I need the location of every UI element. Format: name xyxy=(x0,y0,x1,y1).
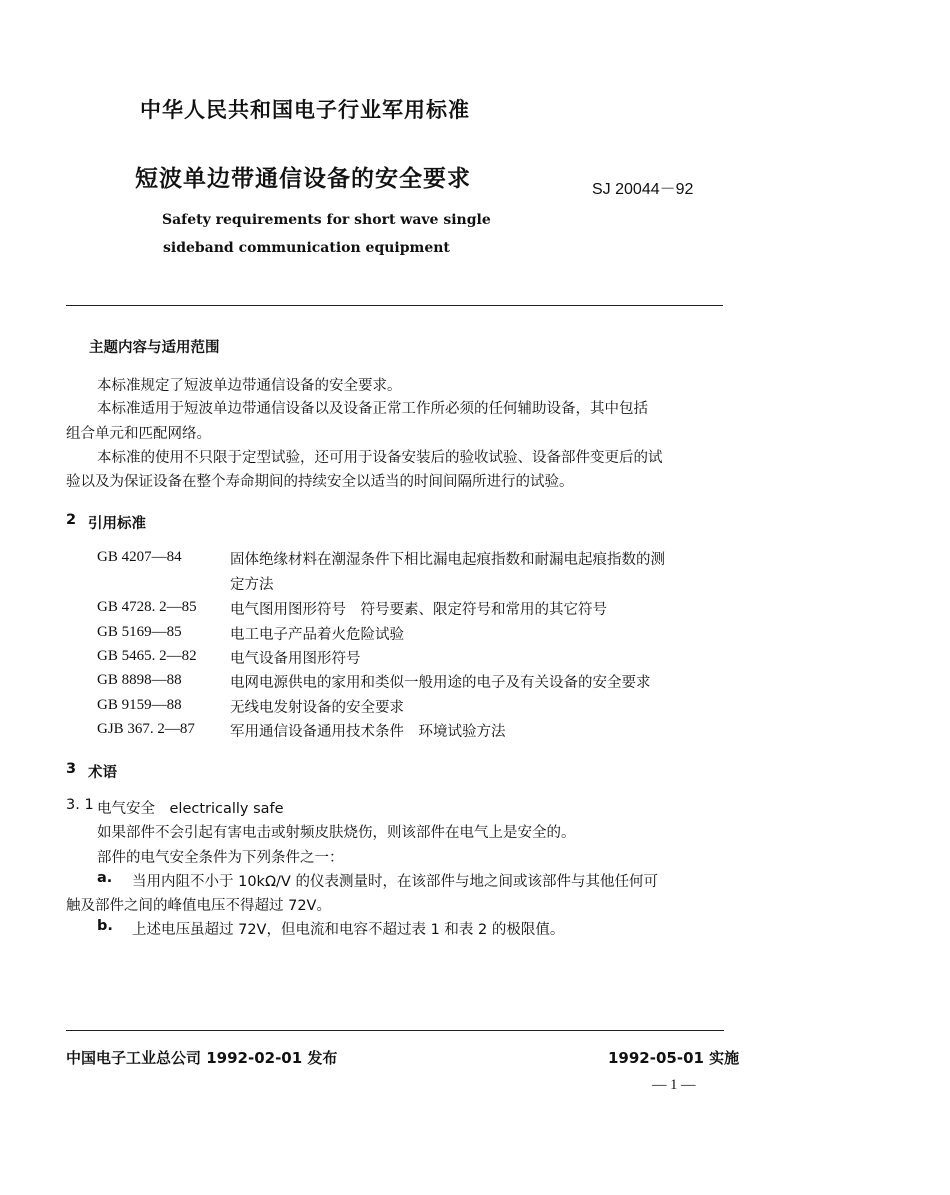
reference-code: GB 4207—84 xyxy=(97,549,182,565)
section2-number: 2 xyxy=(66,512,77,528)
section2-heading: 引用标准 xyxy=(88,516,146,532)
item-b-line1: 上述电压虽超过 72V，但电流和电容不超过表 1 和表 2 的极限值。 xyxy=(132,922,565,938)
reference-code: GB 4728. 2—85 xyxy=(97,599,197,615)
reference-title: 电气设备用图形符号 xyxy=(230,651,361,667)
reference-title: 电气图用图形符号 符号要素、限定符号和常用的其它符号 xyxy=(230,602,607,618)
reference-title: 固体绝缘材料在潮湿条件下相比漏电起痕指数和耐漏电起痕指数的测 xyxy=(230,552,665,568)
section1-paragraph3-line1: 本标准的使用不只限于定型试验，还可用于设备安装后的验收试验、设备部件变更后的试 xyxy=(97,450,663,466)
reference-code: GB 9159—88 xyxy=(97,697,182,713)
clause-title: 电气安全 electrically safe xyxy=(97,801,284,817)
issuer-line: 中国电子工业总公司 1992-02-01 发布 xyxy=(66,1049,338,1067)
item-a-line1: 当用内阻不小于 10kΩ/V 的仪表测量时，在该部件与地之间或该部件与其他任何可 xyxy=(132,874,658,890)
clause-number: 3. 1 xyxy=(66,797,94,813)
section1-paragraph3-line2: 验以及为保证设备在整个寿命期间的持续安全以适当的时间间隔所进行的试验。 xyxy=(66,474,574,490)
clause-paragraph1: 如果部件不会引起有害电击或射频皮肤烧伤，则该部件在电气上是安全的。 xyxy=(97,825,576,841)
section1-paragraph2-line1: 本标准适用于短波单边带通信设备以及设备正常工作所必须的任何辅助设备，其中包括 xyxy=(97,401,648,417)
clause-paragraph2: 部件的电气安全条件为下列条件之一： xyxy=(97,850,344,866)
effective-date: 1992-05-01 实施 xyxy=(608,1049,740,1067)
reference-title: 电网电源供电的家用和类似一般用途的电子及有关设备的安全要求 xyxy=(230,675,651,691)
reference-title: 军用通信设备通用技术条件 环境试验方法 xyxy=(230,724,506,740)
item-a-label: a. xyxy=(97,870,113,886)
standard-category: 中华人民共和国电子行业军用标准 xyxy=(140,98,470,122)
reference-code: GJB 367. 2—87 xyxy=(97,721,195,737)
reference-code: GB 5465. 2—82 xyxy=(97,648,197,664)
english-title-line1: Safety requirements for short wave single xyxy=(162,212,491,228)
reference-title-continued: 定方法 xyxy=(230,577,274,593)
footer-divider xyxy=(66,1030,724,1031)
item-b-label: b. xyxy=(97,918,113,934)
section3-number: 3 xyxy=(66,761,77,777)
reference-title: 电工电子产品着火危险试验 xyxy=(230,627,404,643)
section1-paragraph2-line2: 组合单元和匹配网络。 xyxy=(66,426,211,442)
reference-code: GB 8898—88 xyxy=(97,672,182,688)
english-title-line2: sideband communication equipment xyxy=(163,240,450,256)
reference-title: 无线电发射设备的安全要求 xyxy=(230,700,404,716)
header-divider xyxy=(66,305,723,306)
section1-heading: 主题内容与适用范围 xyxy=(89,340,220,356)
section3-heading: 术语 xyxy=(88,765,117,781)
standard-code: SJ 20044－92 xyxy=(592,181,694,198)
page-number: — 1 — xyxy=(652,1077,696,1093)
item-a-line2: 触及部件之间的峰值电压不得超过 72V。 xyxy=(66,898,331,914)
section1-paragraph1: 本标准规定了短波单边带通信设备的安全要求。 xyxy=(97,378,402,394)
document-title: 短波单边带通信设备的安全要求 xyxy=(135,166,471,192)
reference-code: GB 5169—85 xyxy=(97,624,182,640)
